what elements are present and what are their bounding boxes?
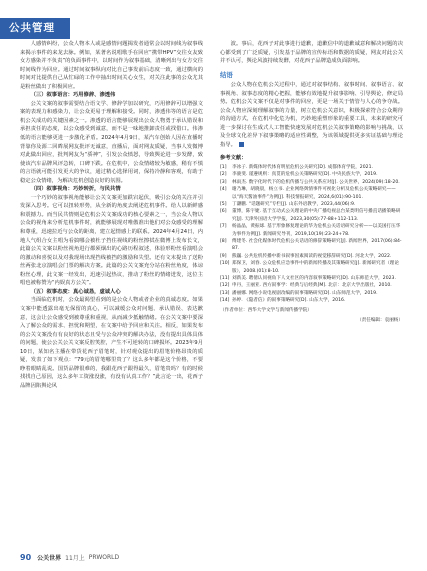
conclusion-body: 公众人物在危机公关过程中，通过对叙事结构、叙事时间、叙事语言、叙事视角、叙事态度的精心把握，能够有效地提升叙事影响、引导舆论，修定局势。危机公关文案不仅是对事件的回应，更是一场关于情管与人心的争夺战。公众人物应深刻理解叙事的力量，树立危机公关意识，积极探索符合公众期待的沟通方式，在危机中化危为机，巧妙地重塑形象的重要工具，未来的研究可进一步探讨在生成式人工智能快速发展对危机公关叙事策略的影响与挑战，以及全球文化差异下叙事策略的适应性调整，为该领域提供更多实证基础与理论指导。: [220, 82, 403, 149]
conclusion-text: [220, 81, 403, 149]
reference-item: [4] 谢乃琳，胡晓晨，杨立书. 企业网络舆情事件可视化分析及危机公关策略研究——以“海天酱油事件”为例[J]. 科技情报研究，2024,6(01):90-101.: [220, 187, 396, 200]
journal-name: 公关世界: [37, 555, 62, 562]
left-para-4: 当面临危机时，公众最渴望看到的是公众人物或者企业的真诚态度。如果文案中能透露出毫无保留的真心，可以减缓公众对问题、承认错误、表达歉意，这会让公众感受到被尊重和重视，从而减少抵触情绪。在公关文案中要深入了解公众的需求、担忧和期望，在文案中给予回应和关注。相反，如果发布的公关文案没有有良好的状态且受与公众冲突的解决办法，没有提出具体具体的问题，使公公关公关文案反腔笑腔，产生不可逆转的口碑损坏。2023年9月10日，某知名主播在带货花西子眉笔时，针对观众提出的眉笔价格昂贵的质疑，发表了如下观点：“79元的眉笔哪里贵了？这么多年都是这个价格，不要睁着眼睛乱说。国货品牌很难的，我跟花西子跟得最久，眉笔贵吗？有的时候找找自己原因，这么多年工资涨没涨，有没有认真工作？”此言论一出，花西子品牌因陷舆论风: [20, 297, 203, 389]
end-square-icon: [239, 142, 244, 147]
section-label: 公共管理: [0, 18, 70, 39]
reference-item: [9] 熊巍. 公共危机传播中新书叙事因素阅读的视觉移辞研究[D]. 河北大学，2022.: [220, 253, 392, 259]
reference-item: [14] 孙婷. 《隐者信》的叙事策略研究[D]. 山东大学，2016.: [220, 298, 346, 304]
author-affiliation: （作者单位：西华大学文学与新闻传播学院）: [220, 307, 312, 313]
reference-item: [3] 林雨杰. 数字化时代下的危机传播与公共关系应对[J]. 公关世界，2024(09):18-20.: [220, 179, 400, 185]
right-para-1: 波。事后，花西子对此事进行道歉，道歉信中的道歉诚意和解决问题的决心都受到了广泛质疑，引发基于品牌的宣传标语和数据的质疑，网友对此公关并不认可，舆论风波持续发酵，对花西子品牌造成负面影响。: [220, 41, 403, 65]
left-para-1: 人感情纠纷，公众人物本人或是感情问题揭发者通常会以时间线为叙事线来揭示事件的来龙去脉。例如，某著名说唱歌手在回应“携带HPV”交往女友致女方感染并不负责”的负面事件中，以时间作为叙事基础，清晰列出与女方交往时间线作为回应。通过时间叙事纵向对比自己事发前后态度一致，通过横向的时间对比提供自己从忙碌的工作中抽出时间关心女生，对关注此事的公众尤其是粉丝做出了积极回应。: [20, 41, 203, 90]
reference-item: [11] 刘新美. 聘倩认同视角下人文社区的内容叙事策略研究[D]. 山东师范大学，2023.: [220, 276, 396, 282]
left-head-5: （五）叙事态度：真心诚恳，虚诚人心: [30, 288, 121, 295]
reference-item: [6] 董博，陈宇婕. 基于互动式公关理论的中央广播电视总台某类明信号播直话播策略研究[J]. 天津外国语大学学报，2023,30(05):77-88+112-113.: [220, 209, 401, 222]
page-number: 90: [20, 553, 32, 562]
reference-item: [12] 申丹，王丽亚. 西方叙事学：经典与后经典[M]. 北京：北京大学出版社，2010.: [220, 283, 392, 289]
references: [220, 155, 403, 325]
left-column: [20, 40, 203, 390]
reference-item: [10] 郑保卫，刘春. 公众危机应急事件中的新闻传播及其策略研究[J]. 新闻研究者（理论版），2008.(01):8-10.: [220, 261, 399, 274]
references-title: 参考文献：: [220, 154, 247, 161]
left-para-3: 一个巧妙的叙事视角能够让公关文案更加跌宕起伏，吸引公众的关注并引发深入思考。它可以扭转形势，从全新的角度去阐述危机事件。给人以新鲜感和震撼力。而当民共情则是危机公关文案成功的核心要素之一，当公众人物以公众的视角来分析危机事件时，就能够展现对唯傲准出他们对公众感受的理解和尊重，迅速拉近与公众的距离，建立起情感上的联系。2024年4月24日，内地人气组合女主唱为看搞哪会被杜子挡住视线的粉丝擦拭在微博上发布长文，此篇公关文案以粉丝视角进行都须烟出的心路历程叙述，体验形粉丝看演唱会的激动和喜悦以及对我现场出现挡线被挡的激励和失望。还有文末提出了送粉丝两张北京演唱会门票的解决方案。此篇的公关文案充分站在粉丝角度，体谅粉丝心理，此文案一经发出，迅速引起热议，推动了粉丝的情绪迸发，这位主唱也被称赞为“内娱真方公关”。: [20, 194, 203, 287]
editor-note: （责任编辑：袁丽杨）: [357, 318, 403, 324]
reference-item: [8] 傅建冬. 社会化媒体时代危机公关话语的修辞策略研究[J]. 新闻世界，2017(06):84-87.: [220, 239, 402, 252]
journal-english-name: PRWORLD: [88, 554, 120, 561]
conclusion-heading: 结语: [220, 70, 233, 79]
page-footer: [20, 553, 119, 562]
left-head-4: （四）叙事视角：巧妙转折，与民共情: [30, 186, 121, 193]
journal-issue: 11月上: [65, 555, 85, 562]
reference-item: [2] 李骏斐. 谨遵规则：真贯的危机公关策略研究[D]. 中央民族大学，2019.: [220, 172, 378, 178]
reference-item: [13] 潘丽娜. 网络小说电视剧改编的叙事策略研究[D]. 山东师范大学，2019.: [220, 290, 378, 296]
reference-item: [1] 李冰子. 新媒体时代体育明星危机公关研究[D]. 成都体育学院，2021.: [220, 164, 373, 170]
left-head-3: （三）叙事语言：巧用修辞、渗透伟: [30, 92, 116, 99]
right-column: [220, 40, 403, 325]
reference-item: [7] 杨晶晶，黄振球. 基于形象修复理论的华为危机公关话语研究分析——以美国打压华为事件为例[J]. 新闻研究导刊，2019,10(19):23-24+78.: [220, 224, 401, 237]
left-para-2: 公关文案的叙事需要结合语文学、修辞学加以研究，巧用修辞可以增强文案的表现力和感染力，让公众更易于理解和接受。同时，渗透伟等的语言是危机公关成功的关键因素之一。渗透的语言能够展现出公众人物勇于承认错误和承担责任的态度，以公众感受到诚意，而不是一味地推卸责任或找借口。伟渗低的语言能够更进一步激化矛盾。2024年4月9日，某汽车创始人因在直播时背靠你及源二回眸展网友批评无诚意，直播后，面对网友质疑，当事人发微博对此做出回应，批判网友为“骄神”，引发公众愤怒，导致舆论进一步发酵，致使该汽车品牌风评急转，口碑下跌。在危机中，公众情绪较为敏感，稍有不慎的言语就可能引发更大的争议，通过精心选择用词，保持冷静和客观，有助于稳定公众情绪，为解决危机创造良好的氛围。: [20, 100, 203, 184]
reference-item: [5] 丁灏鹏. “话题研究”专栏[J]. 山东外语教学，2023,44(06):9.: [220, 202, 356, 207]
